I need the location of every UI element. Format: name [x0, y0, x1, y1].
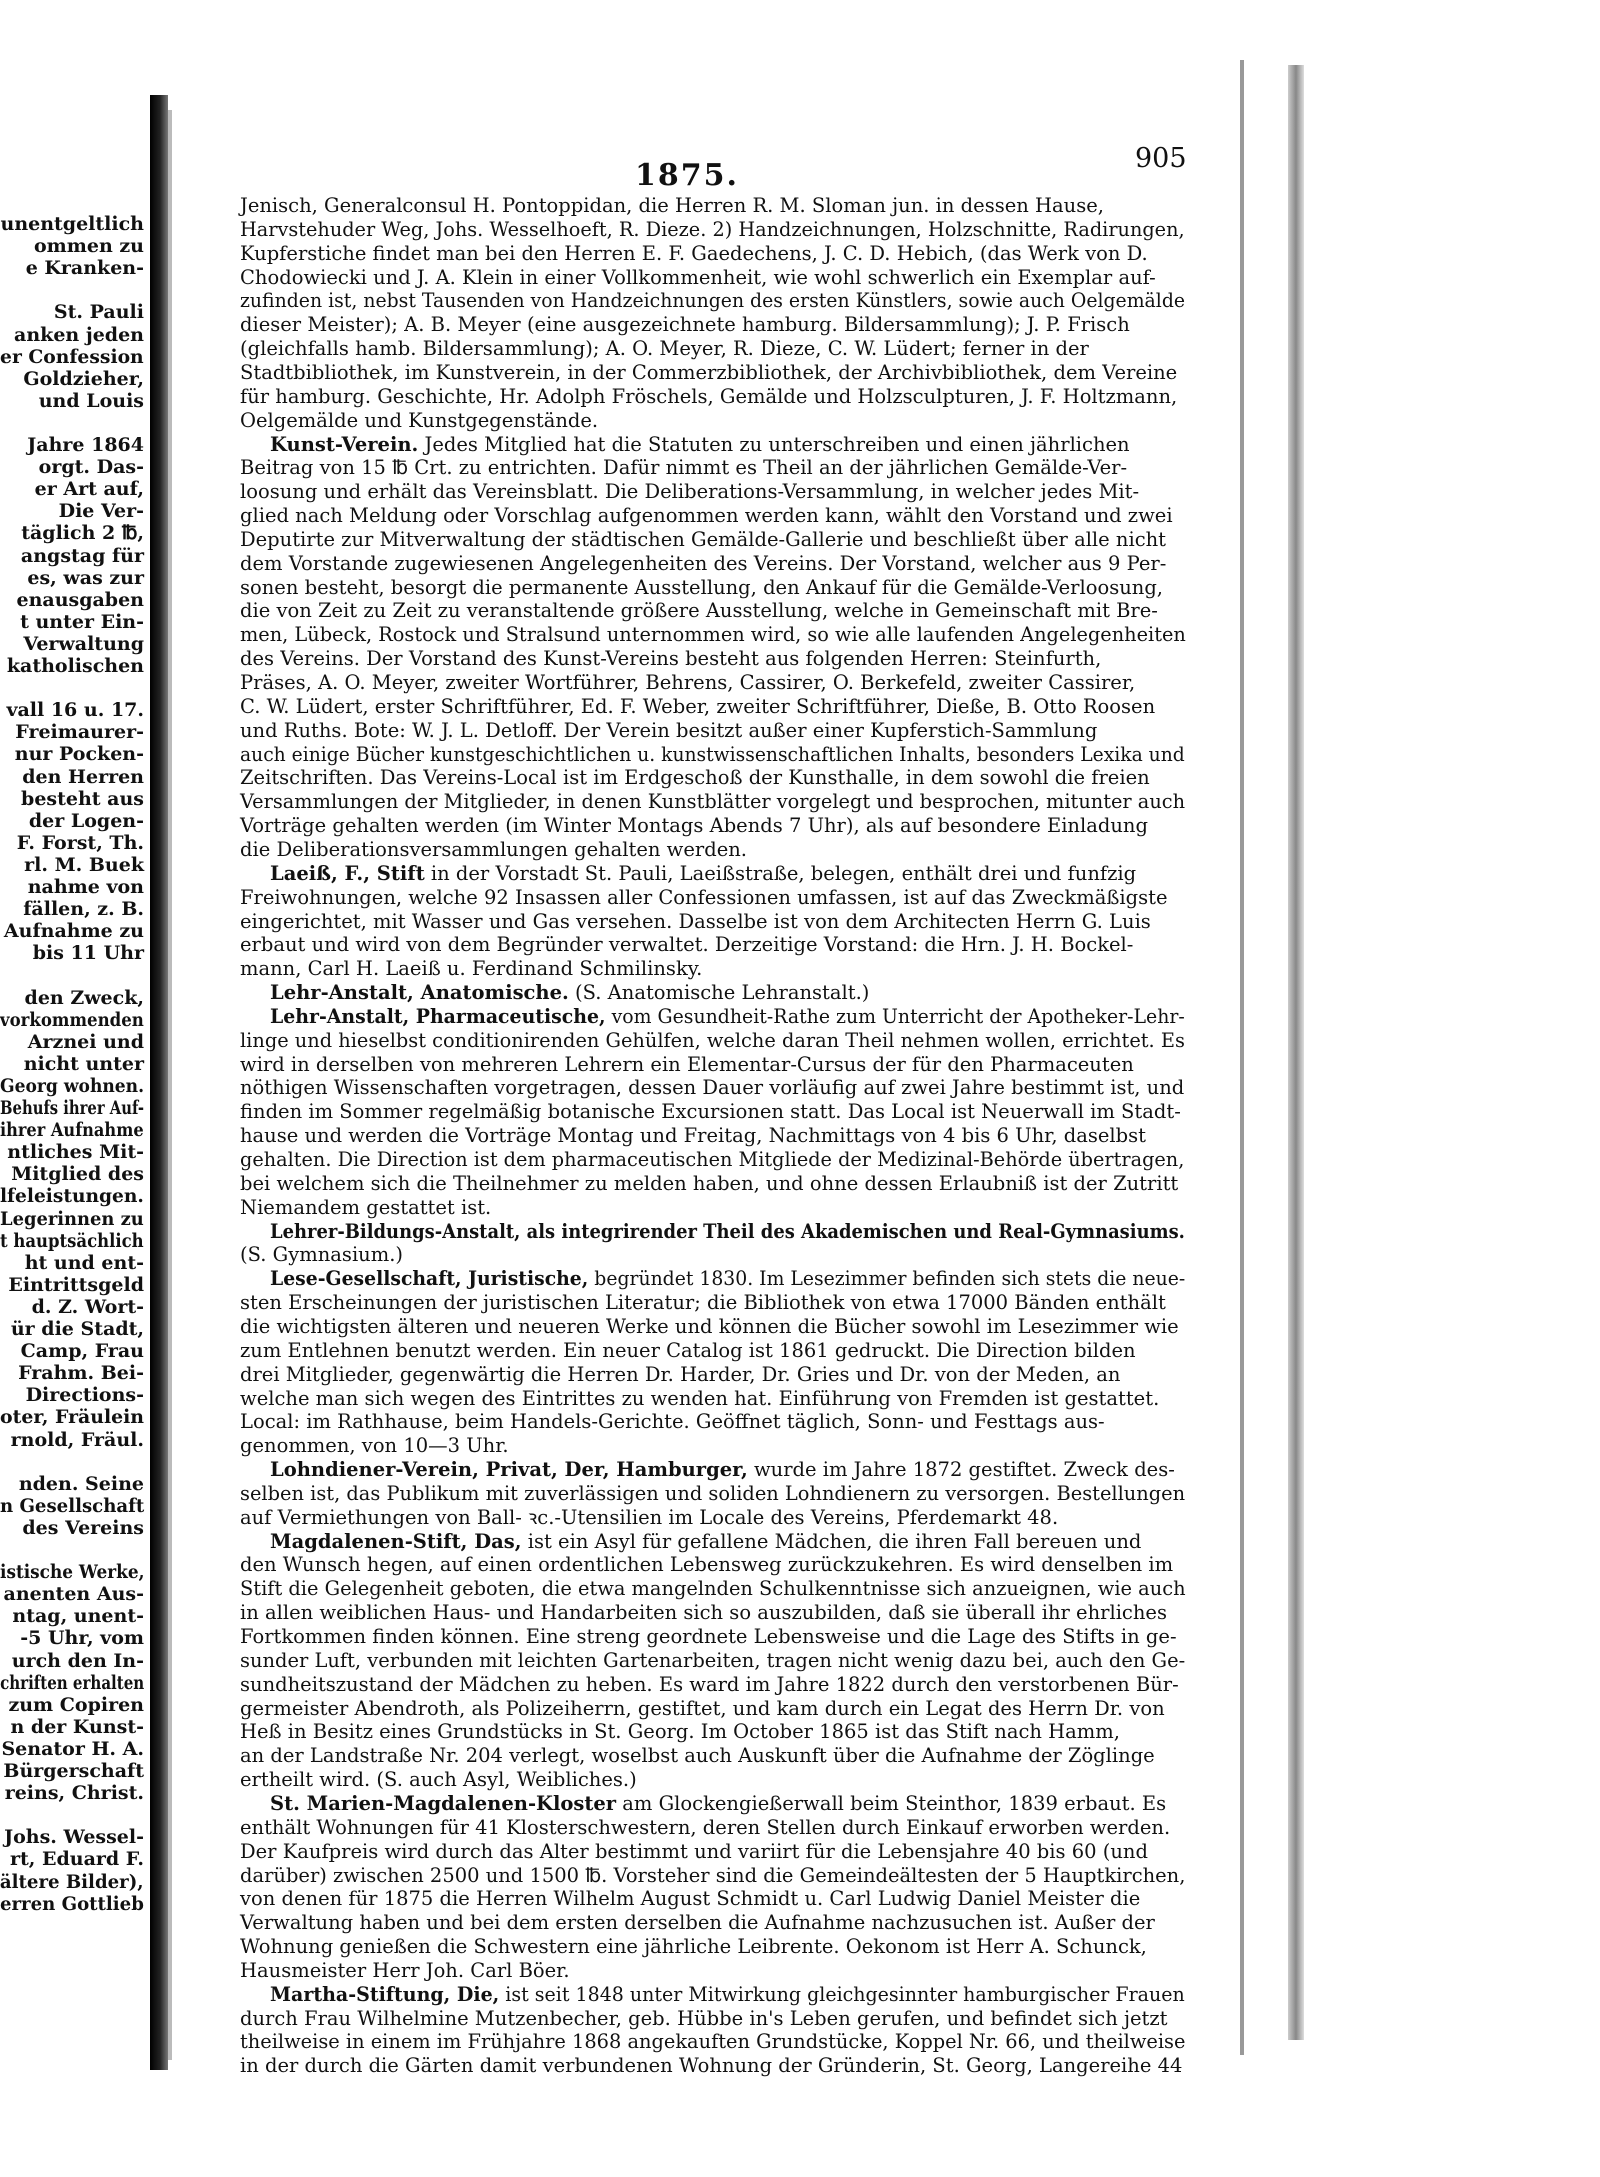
- body-line: [240, 1841, 1185, 1863]
- left-page-line: Directions-: [25, 1384, 144, 1407]
- body-line: [240, 911, 1185, 933]
- body-line: [270, 1267, 1186, 1291]
- left-page-line: enausgaben: [16, 588, 144, 611]
- left-page-line: täglich 2 ℔,: [21, 522, 144, 545]
- entry-text: sten Erscheinungen der juristischen Literatur; die Bibliothek von etwa 17000 Bänden enthält: [240, 1291, 1166, 1315]
- entry-text: glied nach Meldung oder Vorschlag aufgenommen werden kann, wählt den Vorstand und zwei: [240, 504, 1173, 528]
- body-line: [270, 1793, 1185, 1815]
- body-line: [270, 1531, 1185, 1553]
- left-page-line: bis 11 Uhr: [32, 942, 144, 965]
- entry-text: in allen weiblichen Haus- und Handarbeiten sich so auszubilden, daß sie überall ihr ehrliches: [240, 1601, 1167, 1625]
- entry-text: in der durch die Gärten damit verbundenen Wohnung der Gründerin, St. Georg, Langereihe 44: [240, 2054, 1183, 2078]
- body-line: [240, 767, 1185, 789]
- entry-text: C. W. Lüdert, erster Schriftführer, Ed. F. Weber, zweiter Schriftführer, Dieße, B. Otto Roosen: [240, 694, 1156, 718]
- left-page-line: nicht unter: [23, 1052, 144, 1075]
- entry-text: Jedes Mitglied hat die Statuten zu unterschreiben und einen jährlichen: [418, 432, 1130, 456]
- entry-text: durch Frau Wilhelmine Mutzenbecher, geb. Hübbe in's Leben gerufen, und befindet sich jetzt: [240, 2006, 1168, 2030]
- entry-text: begründet 1830. Im Lesezimmer befinden sich stets die neue-: [588, 1267, 1186, 1291]
- left-page-line: anenten Aus-: [3, 1583, 144, 1606]
- entry-text: Deputirte zur Mitverwaltung der städtischen Gemälde-Gallerie und beschließt über alle nicht: [240, 527, 1167, 551]
- left-page-line: Aufnahme zu: [3, 920, 144, 943]
- left-page-line: istische Werke,: [0, 1561, 144, 1584]
- body-line: [270, 863, 1185, 885]
- entry-text: linge und hieselbst conditionirenden Gehülfen, welche daran Theil nehmen wollen, errichtet. Es: [240, 1028, 1185, 1052]
- body-line: [240, 505, 1185, 527]
- entry-text: genommen, von 10—3 Uhr.: [240, 1434, 509, 1458]
- body-line: [240, 217, 1185, 241]
- left-page-line: Mitglied des: [11, 1163, 144, 1186]
- left-page-line: unentgeltlich: [0, 213, 144, 235]
- entry-text: vom Gesundheit-Rathe zum Unterricht der Apotheker-Lehr-: [605, 1004, 1185, 1028]
- entry-heading: Magdalenen-Stift, Das,: [270, 1529, 522, 1553]
- entry-text: Kupferstiche findet man bei den Herren E. F. Gaedechens, J. C. D. Hebich, (das Werk von D.: [240, 241, 1148, 265]
- body-line: [240, 1340, 1185, 1362]
- body-line: [240, 1101, 1185, 1123]
- entry-text: Local: im Rathhause, beim Handels-Gerichte. Geöffnet täglich, Sonn- und Festtags aus-: [240, 1410, 1105, 1434]
- body-line: [240, 362, 1185, 384]
- left-page-line: n Gesellschaft: [0, 1494, 144, 1517]
- left-page-line: rl. M. Buek: [24, 853, 144, 876]
- body-line: [240, 934, 1185, 956]
- entry-text: Freiwohnungen, welche 92 Insassen aller Confessionen umfassen, ist auf das Zweckmäßigste: [240, 885, 1168, 909]
- entry-text: selben ist, das Publikum mit zuverlässigen und soliden Lohndienern zu versorgen. Bestellungen: [240, 1481, 1186, 1505]
- body-line: [240, 815, 1185, 837]
- left-page-line: Senator H. A.: [1, 1737, 144, 1760]
- entry-text: gehalten. Die Direction ist dem pharmaceutischen Mitgliede der Medizinal-Behörde übertragen,: [240, 1148, 1185, 1171]
- body-line: [240, 672, 1185, 694]
- body-line: [240, 1316, 1185, 1338]
- body-line: [240, 1936, 1185, 1958]
- body-line: [240, 577, 1185, 599]
- body-line: [270, 1219, 1185, 1243]
- body-line: [240, 386, 1185, 408]
- entry-heading: Martha-Stiftung, Die,: [270, 1982, 500, 2006]
- entry-text: von denen für 1875 die Herren Wilhelm August Schmidt u. Carl Ludwig Daniel Meister die: [240, 1887, 1141, 1911]
- body-line: [240, 1364, 1185, 1386]
- body-line: [240, 195, 1185, 217]
- entry-text: theilweise in einem im Frühjahre 1868 angekauften Grundstücke, Koppel Nr. 66, und theilweise: [240, 2030, 1186, 2054]
- body-line: [240, 1507, 1185, 1529]
- body-line: [240, 1054, 1185, 1076]
- body-line: [240, 790, 1186, 814]
- body-line: [270, 434, 1185, 456]
- body-line: [240, 1745, 1185, 1767]
- entry-text: bei welchem sich die Theilnehmer zu melden haben, und ohne dessen Erlaubniß ist der Zutritt: [240, 1171, 1179, 1195]
- entry-text: germeister Abendroth, als Polizeiherrn, gestiftet, und kam durch ein Legat des Herrn Dr. von: [240, 1696, 1165, 1720]
- page-edge: [1288, 65, 1304, 2040]
- left-page-line: Eintrittsgeld: [8, 1273, 144, 1296]
- left-page-line: fällen, z. B.: [23, 898, 144, 921]
- body-line: [240, 1817, 1185, 1839]
- body-line: [240, 2030, 1186, 2054]
- body-line: [240, 1721, 1185, 1743]
- left-page-line: vall 16 u. 17.: [6, 699, 144, 722]
- left-page-line: ihrer Aufnahme: [0, 1119, 144, 1142]
- body-line: [240, 1028, 1185, 1052]
- body-line: [240, 267, 1185, 289]
- entry-text: ertheilt wird. (S. auch Asyl, Weibliches.): [240, 1768, 637, 1792]
- entry-text: Der Kaufpreis wird durch das Alter bestimmt und variirt für die Lebensjahre 40 bis 60 (und: [240, 1839, 1148, 1863]
- left-page-line: rnold, Fräul.: [10, 1428, 144, 1451]
- body-line: [240, 1648, 1186, 1672]
- entry-text: des Vereins. Der Vorstand des Kunst-Vereins besteht aus folgenden Herren: Steinfurth,: [240, 647, 1102, 671]
- entry-text: Harvstehuder Weg, Johs. Wesselhoeft, R. Dieze. 2) Handzeichnungen, Holzschnitte, Radirungen,: [240, 217, 1185, 241]
- page-edge-line: [1240, 60, 1244, 2055]
- body-line: [240, 1865, 1184, 1887]
- entry-text: sunder Luft, verbunden mit leichten Gartenarbeiten, tragen nicht wenig dazu bei, auch den Ge-: [240, 1648, 1186, 1672]
- left-page-line: St. Pauli: [53, 301, 144, 324]
- body-line: [240, 1769, 1185, 1791]
- entry-text: wird in derselben von mehreren Lehrern ein Elementar-Cursus der für den Pharmaceuten: [240, 1052, 1134, 1076]
- body-line: [240, 1411, 1185, 1433]
- left-page-line: Die Ver-: [58, 500, 144, 523]
- entry-text: und Ruths. Bote: W. J. L. Detloff. Der Verein besitzt außer einer Kupferstich-Sammlung: [240, 718, 1098, 742]
- entry-text: Stift die Gelegenheit geboten, die etwa mangelnden Schulkenntnisse sich anzueignen, wie auch: [240, 1577, 1186, 1601]
- left-page-line: d. Z. Wort-: [31, 1295, 144, 1318]
- left-page-line: orgt. Das-: [38, 456, 144, 479]
- left-page-line: Verwaltung: [23, 632, 144, 655]
- entry-heading: Lehrer-Bildungs-Anstalt, als integrirender Theil des Akademischen und Real-Gymnasiums.: [270, 1219, 1185, 1243]
- left-page-line: anken jeden: [14, 323, 144, 346]
- entry-text: welche man sich wegen des Eintrittes zu wenden hat. Einführung von Fremden ist gestattet.: [240, 1386, 1160, 1410]
- body-line: [240, 1888, 1185, 1910]
- entry-text: dem Vorstande zugewiesenen Angelegenheiten des Vereins. Der Vorstand, welcher aus 9 Per-: [240, 551, 1167, 575]
- body-line: [240, 2008, 1185, 2030]
- entry-text: (gleichfalls hamb. Bildersammlung); A. O. Meyer, R. Dieze, C. W. Lüdert; ferner in der: [240, 337, 1089, 361]
- left-page-line: Behufs ihrer Auf-: [0, 1097, 144, 1119]
- entry-text: drei Mitglieder, gegenwärtig die Herren Dr. Harder, Dr. Gries und Dr. von der Meden, an: [240, 1362, 1121, 1386]
- body-line: [240, 481, 1185, 503]
- entry-heading: Kunst-Verein.: [270, 432, 419, 456]
- entry-text: Fortkommen finden können. Eine streng geordnete Lebensweise und die Lage des Stifts in ge-: [240, 1625, 1177, 1648]
- left-page-line: oter, Fräulein: [0, 1406, 144, 1429]
- body-line: [240, 1435, 1185, 1457]
- entry-text: erbaut und wird von dem Begründer verwaltet. Derzeitige Vorstand: die Hrn. J. H. Bockel-: [240, 933, 1134, 957]
- entry-text: Chodowiecki und J. A. Klein in einer Vollkommenheit, wie wohl schwerlich ein Exemplar auf-: [240, 265, 1156, 289]
- left-page-line: der Logen-: [28, 809, 144, 832]
- entry-text: (S. Gymnasium.): [240, 1243, 404, 1267]
- entry-text: Hausmeister Herr Joh. Carl Böer.: [240, 1958, 570, 1982]
- left-page-line: Freimaurer-: [15, 721, 144, 744]
- body-line: [240, 553, 1185, 575]
- entry-heading: Lohndiener-Verein, Privat, Der, Hamburger,: [270, 1458, 748, 1482]
- entry-text: Wohnung genießen die Schwestern eine jährliche Leibrente. Oekonom ist Herr A. Schunck,: [240, 1935, 1147, 1959]
- left-page-line: ntag, unent-: [12, 1605, 144, 1628]
- entry-text: für hamburg. Geschichte, Hr. Adolph Fröschels, Gemälde und Holzsculpturen, J. F. Holtzmann,: [240, 384, 1178, 408]
- entry-text: Jenisch, Generalconsul H. Pontoppidan, die Herren R. M. Sloman jun. in dessen Hause,: [240, 194, 1104, 217]
- left-page-line: katholischen: [6, 655, 144, 677]
- entry-text: nöthigen Wissenschaften vorgetragen, dessen Dauer vorläufig auf zwei Jahre bestimmt ist, und: [240, 1076, 1185, 1100]
- left-page-line: ntliches Mit-: [7, 1141, 144, 1164]
- left-page-line: er Confession: [0, 345, 144, 368]
- left-page-line: Camp, Frau: [20, 1340, 144, 1363]
- body-line: [240, 1960, 1185, 1982]
- body-line: [240, 742, 1185, 766]
- left-page-line: Goldzieher,: [23, 367, 144, 390]
- left-page-line: es, was zur: [27, 566, 144, 589]
- body-line: [240, 1626, 1185, 1648]
- entry-text: am Glockengießerwall beim Steinthor, 1839 erbaut. Es: [616, 1791, 1167, 1815]
- body-line: [240, 1125, 1185, 1147]
- left-page-line: t hauptsächlich: [0, 1229, 144, 1252]
- page-year-header: 1875.: [635, 158, 739, 193]
- body-line: [240, 314, 1185, 336]
- body-line: [240, 1602, 1185, 1624]
- left-page-line: Georg wohnen.: [0, 1074, 144, 1097]
- body-line: [240, 1481, 1186, 1505]
- entry-text: wurde im Jahre 1872 gestiftet. Zweck des-: [747, 1458, 1175, 1482]
- entry-text: men, Lübeck, Rostock und Stralsund unternommen wird, so wie alle laufenden Angelegenheiten: [240, 623, 1186, 647]
- left-page-line: Bürgerschaft: [3, 1760, 144, 1782]
- left-page-line: chriften erhalten: [0, 1671, 144, 1694]
- entry-text: Stadtbibliothek, im Kunstverein, in der Commerzbibliothek, der Archivbibliothek, dem Vereine: [240, 360, 1178, 384]
- body-line: [240, 338, 1185, 360]
- body-line: [240, 1554, 1185, 1576]
- entry-text: finden im Sommer regelmäßig botanische Excursionen statt. Das Local ist Neuerwall im Stadt-: [240, 1100, 1181, 1124]
- left-page-line: ür die Stadt,: [10, 1318, 144, 1340]
- body-line: [240, 839, 1185, 861]
- body-line: [270, 1982, 1185, 2006]
- left-page-line: reins, Christ.: [4, 1782, 144, 1805]
- left-page-line: n der Kunst-: [10, 1715, 144, 1738]
- body-line: [240, 243, 1185, 265]
- left-page-line: besteht aus: [21, 787, 144, 810]
- body-line: [240, 1912, 1185, 1934]
- entry-text: loosung und erhält das Vereinsblatt. Die Deliberations-Versammlung, in welcher jedes Mit-: [240, 480, 1140, 504]
- entry-text: Beitrag von 15 ℔ Crt. zu entrichten. Dafür nimmt es Theil an der jährlichen Gemälde-Ver-: [240, 456, 1128, 480]
- entry-text: Zeitschriften. Das Vereins-Local ist im Erdgeschoß der Kunsthalle, in dem sowohl die freien: [240, 766, 1150, 790]
- entry-text: in der Vorstadt St. Pauli, Laeißstraße, belegen, enthält drei und funfzig: [424, 861, 1137, 885]
- body-line: [240, 289, 1186, 313]
- left-facing-page: [0, 95, 150, 2075]
- body-line: [270, 982, 1185, 1004]
- entry-text: Versammlungen der Mitglieder, in denen Kunstblätter vorgelegt und besprochen, mitunter auch: [240, 790, 1186, 814]
- entry-heading: Lehr-Anstalt, Pharmaceutische,: [270, 1004, 606, 1028]
- entry-text: die von Zeit zu Zeit zu veranstaltende größere Ausstellung, welche in Gemeinschaft mit Bre-: [240, 599, 1158, 623]
- left-page-line: zum Copiren: [8, 1693, 144, 1716]
- entry-heading: Lehr-Anstalt, Anatomische.: [270, 981, 569, 1005]
- body-line: [240, 1148, 1185, 1171]
- entry-heading: St. Marien-Magdalenen-Kloster: [270, 1791, 617, 1815]
- left-page-line: t unter Ein-: [20, 610, 144, 633]
- body-line: [240, 1698, 1185, 1720]
- entry-text: die Deliberationsversammlungen gehalten werden.: [240, 837, 747, 861]
- left-page-line: e Kranken-: [25, 257, 144, 280]
- left-page-line: ältere Bilder),: [0, 1870, 144, 1893]
- left-page-line: F. Forst, Th.: [16, 831, 144, 854]
- left-page-line: Legerinnen zu: [0, 1207, 144, 1230]
- body-line: [240, 887, 1185, 909]
- left-page-line: Arznei und: [27, 1030, 144, 1053]
- entry-text: zum Entlehnen benutzt werden. Ein neuer Catalog ist 1861 gedruckt. Die Direction bilden: [240, 1338, 1136, 1362]
- entry-text: die wichtigsten älteren und neueren Werke und können die Bücher sowohl im Lesezimmer wie: [240, 1314, 1179, 1338]
- left-page-line: -5 Uhr, vom: [20, 1627, 144, 1650]
- entry-text: dieser Meister); A. B. Meyer (eine ausgezeichnete hamburg. Bildersammlung); J. P. Frisch: [240, 313, 1130, 337]
- book-gutter: [150, 95, 168, 2070]
- left-page-line: er Art auf,: [34, 478, 144, 501]
- left-page-line: ht und ent-: [24, 1251, 144, 1274]
- left-page-line: und Louis: [38, 389, 144, 412]
- body-line: [240, 1292, 1185, 1314]
- entry-text: ist seit 1848 unter Mitwirkung gleichgesinnter hamburgischer Frauen: [499, 1982, 1185, 2006]
- left-page-line: nahme von: [27, 876, 144, 898]
- entry-text: eingerichtet, mit Wasser und Gas versehen. Dasselbe ist von dem Architecten Herrn G. Luis: [240, 909, 1151, 933]
- body-line: [270, 1004, 1185, 1028]
- entry-text: auch einige Bücher kunstgeschichtlichen u. kunstwissenschaftlichen Inhalts, besonders Lexika und: [240, 742, 1185, 766]
- body-line: [240, 410, 1185, 432]
- left-page-line: ommen zu: [33, 235, 144, 258]
- entry-heading: Lese-Gesellschaft, Juristische,: [270, 1267, 589, 1291]
- body-line: [270, 1459, 1185, 1481]
- body-line: [240, 1674, 1185, 1696]
- body-line: [240, 1388, 1185, 1410]
- entry-text: (S. Anatomische Lehranstalt.): [568, 981, 870, 1005]
- body-line: [240, 696, 1185, 718]
- entry-text: sonen besteht, besorgt die permanente Ausstellung, den Ankauf für die Gemälde-Verloosung,: [240, 575, 1163, 599]
- body-line: [240, 720, 1185, 742]
- entry-text: den Wunsch hegen, auf einen ordentlichen Lebensweg zurückzukehren. Es wird denselben im: [240, 1553, 1174, 1577]
- entry-text: mann, Carl H. Laeiß u. Ferdinand Schmilinsky.: [240, 957, 703, 981]
- gutter-edge: [168, 110, 172, 2060]
- entry-text: hause und werden die Vorträge Montag und Freitag, Nachmittags von 4 bis 6 Uhr, daselbst: [240, 1124, 1146, 1148]
- left-page-line: rt, Eduard F.: [9, 1848, 144, 1871]
- body-line: [240, 600, 1185, 622]
- left-page-line: angstag für: [20, 544, 144, 567]
- entry-text: sundheitszustand der Mädchen zu heben. Es ward im Jahre 1822 durch den verstorbenen Bür-: [240, 1672, 1179, 1696]
- entry-text: Heß in Besitz eines Grundstücks in St. Georg. Im October 1865 ist das Stift nach Hamm,: [240, 1720, 1120, 1744]
- body-line: [240, 648, 1185, 670]
- body-line: [240, 1577, 1186, 1601]
- left-page-line: den Zweck,: [24, 986, 144, 1009]
- left-page-line: vorkommenden: [0, 1008, 144, 1031]
- body-line: [240, 529, 1185, 551]
- left-page-line: lfeleistungen.: [0, 1185, 144, 1208]
- entry-text: Vorträge gehalten werden (im Winter Montags Abends 7 Uhr), als auf besondere Einladung: [240, 814, 1148, 838]
- body-line: [240, 958, 1185, 980]
- left-page-line: Jahre 1864: [27, 434, 144, 456]
- entry-text: Präses, A. O. Meyer, zweiter Wortführer, Behrens, Cassirer, O. Berkefeld, zweiter Cassirer,: [240, 671, 1136, 694]
- left-page-line: des Vereins: [22, 1516, 144, 1539]
- body-line: [240, 623, 1186, 647]
- entry-text: an der Landstraße Nr. 204 verlegt, woselbst auch Auskunft über die Aufnahme der Zöglinge: [240, 1744, 1155, 1768]
- entry-text: Oelgemälde und Kunstgegenstände.: [240, 408, 599, 432]
- left-page-line: den Herren: [22, 765, 144, 788]
- body-line: [240, 457, 1185, 479]
- left-page-line: erren Gottlieb: [0, 1892, 144, 1915]
- entry-text: Verwaltung haben und bei dem ersten derselben die Aufnahme nachzusuchen ist. Außer der: [240, 1911, 1155, 1935]
- left-page-line: urch den In-: [11, 1649, 144, 1672]
- entry-text: zufinden ist, nebst Tausenden von Handzeichnungen des ersten Künstlers, sowie auch Oelgemälde: [240, 289, 1186, 313]
- body-line: [240, 2055, 1185, 2077]
- entry-text: darüber) zwischen 2500 und 1500 ℔. Vorsteher sind die Gemeindeältesten der 5 Hauptkirchen,: [240, 1863, 1186, 1887]
- left-page-line: Johs. Wessel-: [4, 1826, 144, 1849]
- entry-text: Niemandem gestattet ist.: [240, 1195, 492, 1219]
- entry-heading: Laeiß, F., Stift: [270, 861, 425, 885]
- body-line: [240, 1197, 1185, 1219]
- left-page-line: nur Pocken-: [14, 743, 144, 766]
- left-page-line: nden. Seine: [18, 1472, 144, 1495]
- body-line: [240, 1244, 1185, 1266]
- entry-text: enthält Wohnungen für 41 Klosterschwestern, deren Stellen durch Einkauf erworben werden.: [240, 1815, 1171, 1839]
- left-page-line: Frahm. Bei-: [18, 1362, 144, 1385]
- entry-text: auf Vermiethungen von Ball- ꝛc.-Utensilien im Locale des Vereins, Pferdemarkt 48.: [240, 1505, 1059, 1529]
- entry-text: ist ein Asyl für gefallene Mädchen, die ihren Fall bereuen und: [521, 1529, 1142, 1553]
- body-line: [240, 1077, 1185, 1099]
- page-number: 905: [1135, 143, 1187, 174]
- body-line: [240, 1173, 1185, 1195]
